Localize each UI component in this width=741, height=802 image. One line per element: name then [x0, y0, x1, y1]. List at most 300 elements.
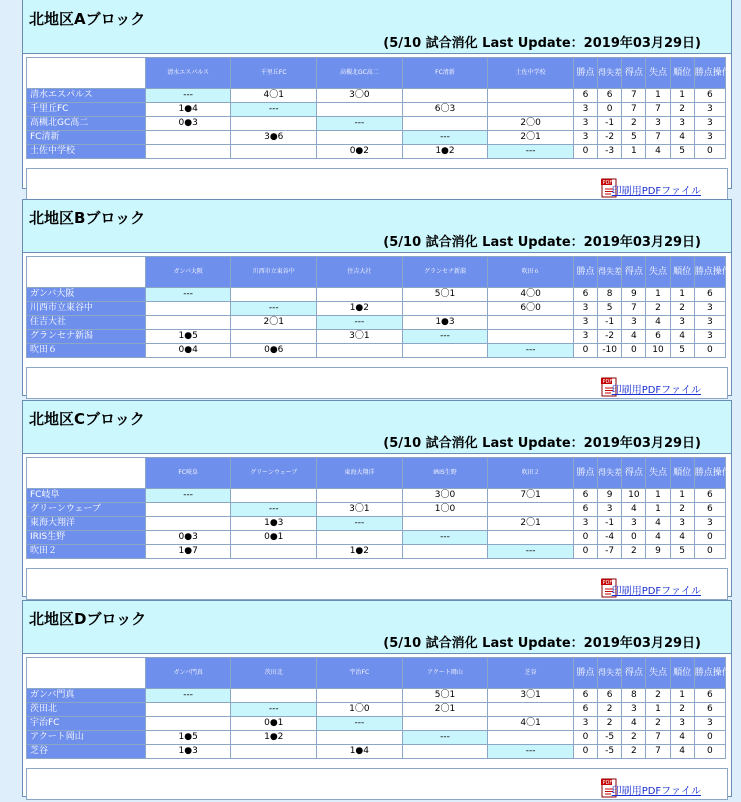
standings-table — [26, 457, 731, 559]
stat-header: 勝点 — [573, 458, 597, 489]
table-row — [27, 731, 726, 745]
stat-cell: 6 — [573, 703, 597, 717]
stat-cell: 7 — [646, 131, 670, 145]
stat-header: 勝点 — [573, 658, 597, 689]
result-cell: 4〇1 — [488, 717, 574, 731]
pdf-download-link[interactable]: 印刷用PDFファイル — [611, 385, 701, 396]
opponent-header: FC清新 — [402, 58, 488, 89]
result-cell — [145, 131, 231, 145]
result-cell — [145, 703, 231, 717]
stat-cell: -5 — [598, 745, 622, 759]
pdf-row — [26, 568, 728, 600]
stat-cell: 6 — [694, 288, 725, 302]
stat-cell: 3 — [573, 131, 597, 145]
stat-cell: 3 — [694, 517, 725, 531]
result-cell: 1●3 — [145, 745, 231, 759]
stat-cell: 1 — [646, 503, 670, 517]
stat-cell: 1 — [670, 288, 694, 302]
stat-cell: -4 — [598, 531, 622, 545]
stat-header: 勝点 — [573, 257, 597, 288]
stat-header: 得点 — [622, 58, 646, 89]
stat-cell: 4 — [670, 731, 694, 745]
result-cell: 2〇1 — [402, 703, 488, 717]
self-match-cell: --- — [488, 145, 574, 159]
standings-block — [22, 400, 732, 597]
result-cell — [317, 344, 403, 358]
table-row — [27, 288, 726, 302]
stat-header: 順位 — [670, 257, 694, 288]
result-cell: 0●3 — [145, 531, 231, 545]
stat-cell: 4 — [670, 131, 694, 145]
stat-cell: 7 — [622, 103, 646, 117]
stat-cell: 1 — [670, 89, 694, 103]
stat-cell: 3 — [598, 503, 622, 517]
standings-block — [22, 199, 732, 396]
team-name[interactable]: 川西市立東谷中 — [27, 302, 146, 316]
stat-cell: 4 — [646, 517, 670, 531]
opponent-header: ガンバ門真 — [145, 658, 231, 689]
self-match-cell: --- — [145, 489, 231, 503]
stat-cell: 3 — [573, 103, 597, 117]
table-row — [27, 344, 726, 358]
result-cell — [488, 731, 574, 745]
block-update-status: (5/10 試合消化 Last Update：2019年03月29日) — [383, 36, 701, 51]
stat-cell: 3 — [622, 703, 646, 717]
self-match-cell: --- — [145, 89, 231, 103]
result-cell: 0●6 — [231, 344, 317, 358]
result-cell — [145, 503, 231, 517]
stat-header: 得失差 — [598, 58, 622, 89]
result-cell — [231, 489, 317, 503]
block-header — [23, 601, 731, 654]
stat-cell: 3 — [573, 302, 597, 316]
stat-cell: 6 — [598, 689, 622, 703]
result-cell — [145, 517, 231, 531]
result-cell — [488, 103, 574, 117]
result-cell — [231, 145, 317, 159]
stat-cell: 3 — [694, 717, 725, 731]
stat-cell: 5 — [670, 545, 694, 559]
stat-cell: 3 — [622, 316, 646, 330]
stat-cell: 6 — [694, 89, 725, 103]
svg-text:PDF: PDF — [602, 580, 613, 586]
result-cell — [145, 145, 231, 159]
block-title: 北地区Bブロック — [29, 209, 146, 227]
stat-cell: 0 — [694, 545, 725, 559]
stat-cell: 1 — [646, 288, 670, 302]
stat-cell: 5 — [670, 145, 694, 159]
stat-header: 得失差 — [598, 257, 622, 288]
result-cell: 1●2 — [231, 731, 317, 745]
stat-cell: 3 — [622, 517, 646, 531]
stat-cell: 0 — [573, 731, 597, 745]
stat-cell: 4 — [646, 531, 670, 545]
stat-cell: 8 — [598, 288, 622, 302]
stat-cell: -1 — [598, 117, 622, 131]
self-match-cell: --- — [231, 302, 317, 316]
result-cell: 3●6 — [231, 131, 317, 145]
stat-cell: 3 — [573, 117, 597, 131]
opponent-header: FC岐阜 — [145, 458, 231, 489]
svg-text:PDF: PDF — [602, 780, 613, 786]
team-name[interactable]: IRIS生野 — [27, 531, 146, 545]
self-match-cell: --- — [488, 745, 574, 759]
result-cell: 4〇0 — [488, 288, 574, 302]
svg-text:PDF: PDF — [602, 379, 613, 385]
stat-cell: -10 — [598, 344, 622, 358]
stat-cell: -2 — [598, 131, 622, 145]
stat-header: 得点 — [622, 658, 646, 689]
table-row — [27, 689, 726, 703]
result-cell — [402, 89, 488, 103]
stat-header: 勝点操作 — [694, 257, 725, 288]
pdf-download-link[interactable]: 印刷用PDFファイル — [611, 186, 701, 197]
standings-table — [26, 657, 731, 759]
result-cell: 2〇1 — [488, 131, 574, 145]
stat-cell: 0 — [573, 344, 597, 358]
self-match-cell: --- — [231, 703, 317, 717]
team-name[interactable]: FC岐阜 — [27, 489, 146, 503]
opponent-header: 清水エスパルス — [145, 58, 231, 89]
stat-cell: 6 — [573, 503, 597, 517]
team-name[interactable]: グランセナ新潟 — [27, 330, 146, 344]
stat-cell: 2 — [670, 302, 694, 316]
stat-cell: 0 — [573, 531, 597, 545]
self-match-cell: --- — [317, 517, 403, 531]
block-header — [23, 401, 731, 454]
stat-cell: 2 — [598, 717, 622, 731]
standings-table — [26, 57, 731, 159]
stat-cell: 5 — [598, 302, 622, 316]
stat-cell: 4 — [622, 330, 646, 344]
result-cell — [145, 316, 231, 330]
pdf-row — [26, 168, 728, 200]
standings-block — [22, 600, 732, 797]
table-row — [27, 316, 726, 330]
stat-cell: 3 — [694, 302, 725, 316]
result-cell: 1●3 — [402, 316, 488, 330]
team-name[interactable]: アクート岡山 — [27, 731, 146, 745]
stat-cell: 0 — [694, 745, 725, 759]
result-cell: 1●5 — [145, 731, 231, 745]
stat-cell: 3 — [694, 117, 725, 131]
stat-cell: 3 — [694, 131, 725, 145]
opponent-header: 東海大翔洋 — [317, 458, 403, 489]
table-row — [27, 103, 726, 117]
self-match-cell: --- — [488, 344, 574, 358]
header-row — [27, 458, 726, 489]
corner-cell — [27, 257, 146, 288]
result-cell: 3〇1 — [317, 503, 403, 517]
stat-cell: 3 — [670, 717, 694, 731]
stat-cell: 0 — [598, 103, 622, 117]
stat-header: 順位 — [670, 58, 694, 89]
stat-cell: 3 — [670, 117, 694, 131]
stat-cell: 6 — [598, 89, 622, 103]
table-row — [27, 145, 726, 159]
result-cell — [488, 703, 574, 717]
stat-cell: 3 — [694, 330, 725, 344]
block-title: 北地区Cブロック — [29, 410, 145, 428]
result-cell: 3〇1 — [317, 330, 403, 344]
result-cell — [231, 288, 317, 302]
stat-cell: 2 — [670, 503, 694, 517]
result-cell — [402, 117, 488, 131]
stat-cell: 9 — [622, 288, 646, 302]
result-cell: 0●1 — [231, 531, 317, 545]
stat-header: 得失差 — [598, 458, 622, 489]
pdf-row — [26, 367, 728, 399]
header-row — [27, 658, 726, 689]
team-name[interactable]: 吹田６ — [27, 344, 146, 358]
opponent-header: グリーンウェーブ — [231, 458, 317, 489]
result-cell: 2〇1 — [231, 316, 317, 330]
table-row — [27, 89, 726, 103]
stat-cell: 4 — [646, 316, 670, 330]
stat-cell: 2 — [646, 689, 670, 703]
stat-header: 失点 — [646, 58, 670, 89]
svg-text:PDF: PDF — [602, 180, 613, 186]
result-cell: 3〇1 — [488, 689, 574, 703]
stat-header: 勝点操作 — [694, 658, 725, 689]
block-update-status: (5/10 試合消化 Last Update：2019年03月29日) — [383, 235, 701, 250]
stat-cell: -2 — [598, 330, 622, 344]
stat-cell: 4 — [622, 503, 646, 517]
self-match-cell: --- — [402, 531, 488, 545]
stat-cell: 2 — [622, 745, 646, 759]
stat-cell: 1 — [646, 489, 670, 503]
opponent-header: 川西市立東谷中 — [231, 257, 317, 288]
self-match-cell: --- — [488, 545, 574, 559]
stat-cell: 2 — [598, 703, 622, 717]
result-cell: 6〇0 — [488, 302, 574, 316]
stat-cell: 2 — [622, 545, 646, 559]
stat-cell: 1 — [670, 689, 694, 703]
stat-cell: 5 — [622, 131, 646, 145]
stat-cell: 6 — [646, 330, 670, 344]
stat-cell: 4 — [670, 745, 694, 759]
result-cell — [317, 731, 403, 745]
stat-cell: 6 — [694, 703, 725, 717]
stat-cell: 3 — [573, 517, 597, 531]
result-cell: 0●2 — [317, 145, 403, 159]
team-name[interactable]: 芝谷 — [27, 745, 146, 759]
stat-cell: 10 — [622, 489, 646, 503]
block-header — [23, 0, 731, 54]
stat-cell: 6 — [573, 89, 597, 103]
stat-cell: -7 — [598, 545, 622, 559]
team-name[interactable]: 住吉大社 — [27, 316, 146, 330]
stat-cell: 6 — [573, 489, 597, 503]
stat-header: 得点 — [622, 257, 646, 288]
table-row — [27, 302, 726, 316]
table-row — [27, 745, 726, 759]
result-cell: 2〇1 — [488, 517, 574, 531]
team-name[interactable]: 高槻北GC高二 — [27, 117, 146, 131]
stat-cell: -1 — [598, 316, 622, 330]
stat-cell: 6 — [573, 689, 597, 703]
result-cell: 3〇0 — [402, 489, 488, 503]
table-row — [27, 117, 726, 131]
result-cell — [145, 302, 231, 316]
result-cell: 0●4 — [145, 344, 231, 358]
pdf-download-link[interactable]: 印刷用PDFファイル — [611, 786, 701, 797]
result-cell — [317, 103, 403, 117]
stat-header: 失点 — [646, 658, 670, 689]
opponent-header: 千里丘FC — [231, 58, 317, 89]
result-cell — [488, 316, 574, 330]
result-cell: 1●4 — [317, 745, 403, 759]
stat-cell: 3 — [694, 103, 725, 117]
stat-cell: 4 — [670, 330, 694, 344]
stat-cell: 7 — [646, 731, 670, 745]
stat-cell: 0 — [694, 145, 725, 159]
stat-cell: 3 — [573, 717, 597, 731]
table-row — [27, 531, 726, 545]
result-cell: 1●5 — [145, 330, 231, 344]
result-cell — [317, 531, 403, 545]
stat-header: 失点 — [646, 257, 670, 288]
corner-cell — [27, 658, 146, 689]
stat-cell: 7 — [646, 103, 670, 117]
stat-cell: 0 — [573, 545, 597, 559]
team-name[interactable]: 清水エスパルス — [27, 89, 146, 103]
result-cell — [488, 330, 574, 344]
result-cell — [402, 302, 488, 316]
stat-cell: 3 — [646, 117, 670, 131]
stat-cell: 0 — [622, 344, 646, 358]
team-name[interactable]: 東海大翔洋 — [27, 517, 146, 531]
pdf-row — [26, 768, 728, 800]
stat-cell: 0 — [573, 145, 597, 159]
opponent-header: ガンバ大阪 — [145, 257, 231, 288]
opponent-header: 茨田北 — [231, 658, 317, 689]
stat-cell: 4 — [646, 145, 670, 159]
table-row — [27, 131, 726, 145]
stat-cell: 1 — [670, 489, 694, 503]
stat-header: 得失差 — [598, 658, 622, 689]
result-cell: 1〇0 — [317, 703, 403, 717]
team-name[interactable]: 宇治FC — [27, 717, 146, 731]
opponent-header: アクート岡山 — [402, 658, 488, 689]
result-cell — [317, 489, 403, 503]
table-row — [27, 703, 726, 717]
table-row — [27, 489, 726, 503]
block-header — [23, 200, 731, 253]
stat-cell: 9 — [646, 545, 670, 559]
stat-cell: 3 — [573, 316, 597, 330]
stat-header: 勝点操作 — [694, 58, 725, 89]
stat-header: 失点 — [646, 458, 670, 489]
team-name[interactable]: FC清新 — [27, 131, 146, 145]
self-match-cell: --- — [402, 330, 488, 344]
team-name[interactable]: ガンバ大阪 — [27, 288, 146, 302]
result-cell — [231, 117, 317, 131]
pdf-download-link[interactable]: 印刷用PDFファイル — [611, 586, 701, 597]
stat-cell: 6 — [694, 503, 725, 517]
stat-cell: 6 — [694, 489, 725, 503]
result-cell: 1●4 — [145, 103, 231, 117]
result-cell: 1●2 — [402, 145, 488, 159]
team-name[interactable]: 茨田北 — [27, 703, 146, 717]
result-cell — [402, 517, 488, 531]
self-match-cell: --- — [402, 131, 488, 145]
stat-cell: 6 — [694, 689, 725, 703]
opponent-header: IRIS生野 — [402, 458, 488, 489]
opponent-header: 宇治FC — [317, 658, 403, 689]
result-cell — [231, 330, 317, 344]
result-cell: 1〇0 — [402, 503, 488, 517]
opponent-header: 芝谷 — [488, 658, 574, 689]
team-name[interactable]: グリーンウェーブ — [27, 503, 146, 517]
self-match-cell: --- — [145, 288, 231, 302]
self-match-cell: --- — [231, 103, 317, 117]
stat-header: 順位 — [670, 658, 694, 689]
result-cell: 0●3 — [145, 117, 231, 131]
corner-cell — [27, 458, 146, 489]
stat-header: 得点 — [622, 458, 646, 489]
result-cell — [231, 745, 317, 759]
result-cell — [488, 89, 574, 103]
stat-cell: 0 — [694, 344, 725, 358]
header-row — [27, 257, 726, 288]
self-match-cell: --- — [231, 503, 317, 517]
standings-table — [26, 256, 731, 358]
stat-cell: 2 — [622, 117, 646, 131]
result-cell — [488, 503, 574, 517]
block-update-status: (5/10 試合消化 Last Update：2019年03月29日) — [383, 636, 701, 651]
stat-cell: 10 — [646, 344, 670, 358]
stat-cell: 3 — [573, 330, 597, 344]
self-match-cell: --- — [317, 117, 403, 131]
result-cell — [402, 717, 488, 731]
stat-cell: 6 — [573, 288, 597, 302]
result-cell: 3〇0 — [317, 89, 403, 103]
result-cell: 1●2 — [317, 545, 403, 559]
result-cell: 2〇0 — [488, 117, 574, 131]
result-cell: 4〇1 — [231, 89, 317, 103]
team-name[interactable]: 千里丘FC — [27, 103, 146, 117]
stat-cell: 2 — [670, 703, 694, 717]
result-cell — [402, 344, 488, 358]
stat-cell: -5 — [598, 731, 622, 745]
result-cell: 1●7 — [145, 545, 231, 559]
self-match-cell: --- — [402, 731, 488, 745]
stat-cell: -1 — [598, 517, 622, 531]
opponent-header: グランセナ新潟 — [402, 257, 488, 288]
team-name[interactable]: 吹田２ — [27, 545, 146, 559]
self-match-cell: --- — [145, 689, 231, 703]
team-name[interactable]: 土佐中学校 — [27, 145, 146, 159]
stat-header: 勝点 — [573, 58, 597, 89]
table-row — [27, 517, 726, 531]
opponent-header: 高槻北GC高二 — [317, 58, 403, 89]
stat-cell: 7 — [646, 745, 670, 759]
stat-cell: -3 — [598, 145, 622, 159]
corner-cell — [27, 58, 146, 89]
result-cell: 1●2 — [317, 302, 403, 316]
team-name[interactable]: ガンバ門真 — [27, 689, 146, 703]
stat-cell: 1 — [646, 703, 670, 717]
stat-cell: 0 — [622, 531, 646, 545]
result-cell — [402, 545, 488, 559]
stat-cell: 8 — [622, 689, 646, 703]
opponent-header: 住吉大社 — [317, 257, 403, 288]
result-cell: 5〇1 — [402, 689, 488, 703]
table-row — [27, 503, 726, 517]
table-row — [27, 717, 726, 731]
result-cell — [317, 131, 403, 145]
